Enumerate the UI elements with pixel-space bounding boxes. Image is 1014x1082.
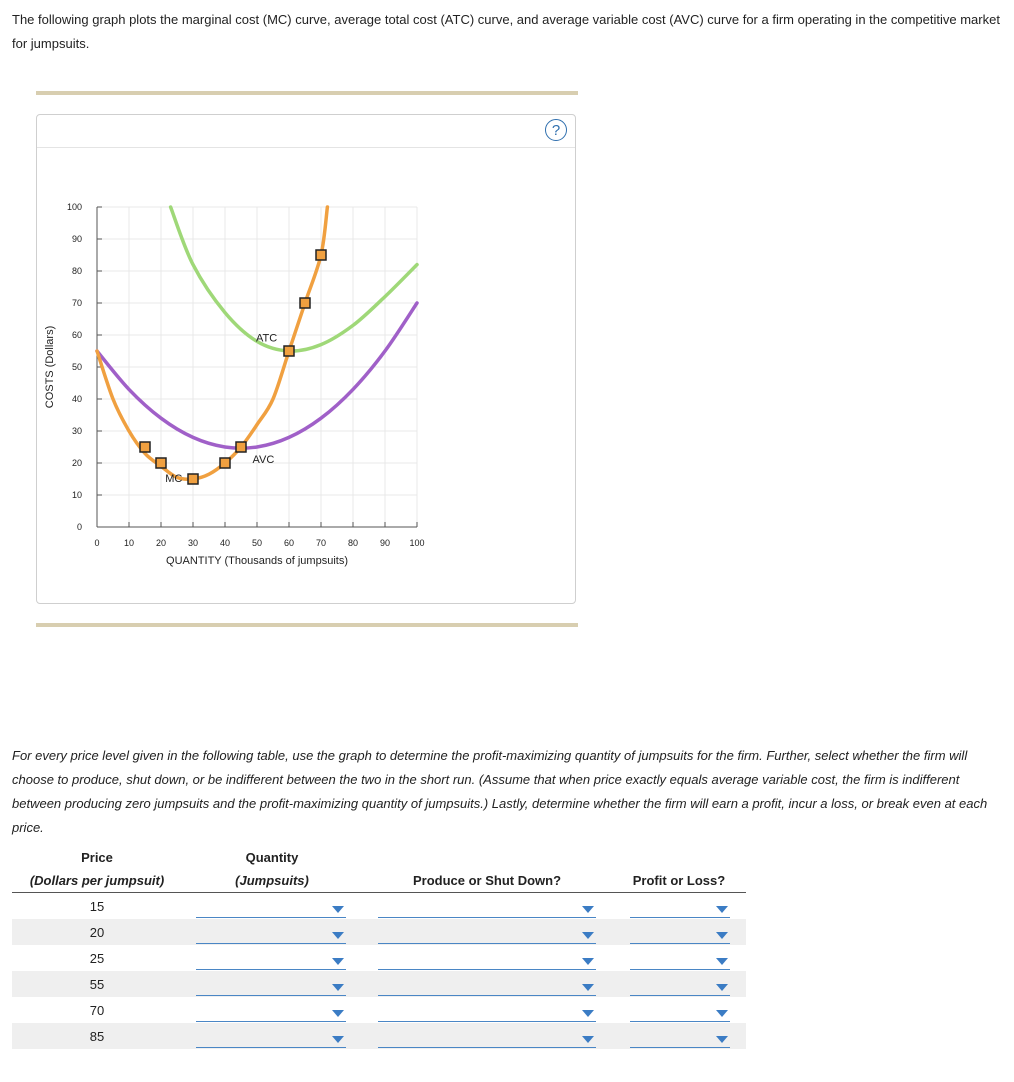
quantity-dropdown[interactable] — [196, 1003, 346, 1022]
price-cell: 70 — [89, 1002, 105, 1018]
y-tick-label: 50 — [71, 362, 82, 372]
mc-point-marker — [236, 442, 246, 452]
grid — [97, 207, 417, 527]
dropdown-arrow-icon — [332, 932, 344, 939]
mc-point-marker — [140, 442, 150, 452]
dropdown-arrow-icon — [716, 958, 728, 965]
dropdown-arrow-icon — [582, 932, 594, 939]
curve-label-mc: MC — [165, 473, 183, 486]
y-tick-label: 0 — [76, 522, 82, 532]
mc-point-marker — [188, 474, 198, 484]
table-row — [12, 997, 746, 1023]
mc-point-marker — [220, 458, 230, 468]
table-row — [12, 919, 746, 945]
x-tick-label: 40 — [219, 538, 231, 548]
dropdown-arrow-icon — [582, 958, 594, 965]
price-header-line2: (Dollars per jumpsuit) — [29, 873, 165, 888]
price-header — [12, 850, 182, 893]
graph-panel — [36, 114, 576, 604]
table-row — [12, 945, 746, 971]
dropdown-arrow-icon — [582, 984, 594, 991]
profit-loss-dropdown[interactable] — [630, 899, 730, 918]
mc-point-marker — [300, 298, 310, 308]
dropdown-arrow-icon — [716, 1036, 728, 1043]
dropdown-arrow-icon — [582, 1036, 594, 1043]
produce-header: Produce or Shut Down? — [412, 873, 562, 888]
y-tick-label: 60 — [71, 330, 82, 340]
produce-shutdown-dropdown[interactable] — [378, 1003, 596, 1022]
graph-panel-header — [37, 115, 575, 148]
curve-label-avc: AVC — [252, 454, 275, 466]
x-tick-label: 60 — [283, 538, 295, 548]
price-cell: 20 — [12, 919, 182, 945]
mc-point-marker — [316, 250, 326, 260]
answer-table — [12, 850, 746, 1049]
table-row — [12, 893, 746, 920]
price-cell: 55 — [12, 971, 182, 997]
price-cell: 85 — [12, 1023, 182, 1049]
y-tick-label: 70 — [71, 298, 82, 308]
quantity-dropdown[interactable] — [196, 977, 346, 996]
axes — [44, 202, 425, 567]
dropdown-arrow-icon — [582, 1010, 594, 1017]
y-tick-label: 20 — [71, 458, 82, 468]
x-tick-label: 80 — [347, 538, 359, 548]
top-divider — [36, 91, 578, 95]
profit-loss-dropdown[interactable] — [630, 977, 730, 996]
dropdown-arrow-icon — [332, 1010, 344, 1017]
x-tick-label: 70 — [315, 538, 327, 548]
quantity-header — [182, 850, 362, 893]
x-tick-label: 100 — [409, 538, 425, 548]
x-tick-label: 10 — [123, 538, 135, 548]
dropdown-arrow-icon — [716, 932, 728, 939]
quantity-dropdown[interactable] — [196, 951, 346, 970]
y-tick-label: 80 — [71, 266, 82, 276]
cost-curves-chart — [37, 148, 575, 603]
profit-loss-dropdown[interactable] — [630, 951, 730, 970]
y-tick-label: 100 — [66, 202, 82, 212]
intro-text: The following graph plots the marginal cost (MC) curve, average total cost (ATC) curve, and average variable cost (AVC) curve for a firm operating in the competitive market for jumpsuits. — [12, 12, 1000, 51]
bottom-divider — [36, 623, 578, 627]
y-tick-label: 40 — [71, 394, 82, 404]
produce-shutdown-dropdown[interactable] — [378, 925, 596, 944]
quantity-header-line1: Quantity — [245, 850, 299, 865]
produce-shutdown-dropdown[interactable] — [378, 1029, 596, 1048]
answer-table-header — [12, 850, 746, 893]
y-tick-label: 30 — [71, 426, 82, 436]
x-tick-label: 20 — [155, 538, 167, 548]
produce-shutdown-dropdown[interactable] — [378, 951, 596, 970]
mc-curve — [97, 207, 327, 479]
x-tick-label: 90 — [379, 538, 391, 548]
dropdown-arrow-icon — [716, 906, 728, 913]
dropdown-arrow-icon — [332, 1036, 344, 1043]
y-tick-label: 90 — [71, 234, 82, 244]
x-tick-label: 50 — [251, 538, 263, 548]
produce-shutdown-dropdown[interactable] — [378, 899, 596, 918]
dropdown-arrow-icon — [332, 906, 344, 913]
dropdown-arrow-icon — [582, 906, 594, 913]
profit-header: Profit or Loss? — [632, 873, 726, 888]
quantity-dropdown[interactable] — [196, 1029, 346, 1048]
quantity-dropdown[interactable] — [196, 899, 346, 918]
table-row — [12, 1023, 746, 1049]
produce-shutdown-dropdown[interactable] — [378, 977, 596, 996]
y-tick-label: 10 — [71, 490, 82, 500]
y-axis-title: COSTS (Dollars) — [44, 325, 56, 409]
dropdown-arrow-icon — [716, 1010, 728, 1017]
x-tick-label: 30 — [187, 538, 199, 548]
price-header-line1: Price — [81, 850, 113, 865]
instructions-text: For every price level given in the following table, use the graph to determine the profit-maximizing quantity of jumpsuits for the firm. Further, select whether the firm will choose to produce, shut down, or be indifferent between the two in the short run. (Assume that when price exactly equals average variable cost, the firm is indifferent between producing zero jumpsuits and the profit-maximizing quantity of jumpsuits.) Lastly, determine whether the firm will earn a profit, incur a loss, or break even at each price. — [12, 748, 988, 835]
atc-curve — [171, 207, 417, 351]
profit-loss-dropdown[interactable] — [630, 1029, 730, 1048]
price-cell: 25 — [89, 950, 105, 966]
x-tick-label: 0 — [94, 538, 100, 548]
mc-point-marker — [284, 346, 294, 356]
curve-label-atc: ATC — [256, 332, 278, 345]
price-cell: 15 — [89, 898, 105, 914]
profit-loss-dropdown[interactable] — [630, 925, 730, 944]
quantity-dropdown[interactable] — [196, 925, 346, 944]
dropdown-arrow-icon — [332, 984, 344, 991]
dropdown-arrow-icon — [332, 958, 344, 965]
help-button[interactable]: ? — [545, 119, 567, 141]
quantity-header-line2: (Jumpsuits) — [235, 873, 309, 888]
profit-loss-dropdown[interactable] — [630, 1003, 730, 1022]
mc-point-marker — [156, 458, 166, 468]
x-axis-title: QUANTITY (Thousands of jumpsuits) — [166, 555, 348, 567]
dropdown-arrow-icon — [716, 984, 728, 991]
table-row — [12, 971, 746, 997]
